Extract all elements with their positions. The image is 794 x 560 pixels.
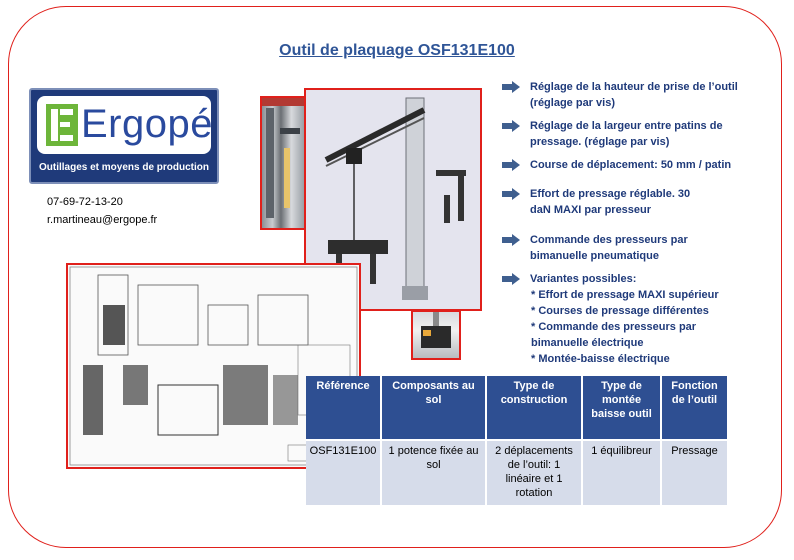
product-table	[306, 376, 729, 507]
logo-tagline: Outillages et moyens de production	[38, 162, 210, 173]
feature-text: Réglage de la largeur entre patins de pressage. (réglage par vis)	[530, 120, 723, 148]
detail-photo	[411, 310, 461, 360]
table-cell: 1 équilibreur	[583, 441, 662, 507]
variant-item: * Montée-baisse électrique	[531, 353, 670, 365]
feature-text: Réglage de la hauteur de prise de l’outil (réglage par vis)	[530, 81, 738, 109]
feature-item	[502, 186, 772, 218]
feature-text: Variantes possibles:	[530, 273, 637, 285]
table-header-cell: Référence	[306, 376, 382, 441]
workshop-photo	[260, 96, 306, 230]
right-arrow-icon	[502, 188, 520, 200]
feature-item	[502, 79, 772, 111]
feature-text: Effort de pressage réglable. 30 daN MAXI par presseur	[530, 188, 691, 216]
table-cell: Pressage	[662, 441, 729, 507]
variant-item: * Effort de pressage MAXI supérieur	[531, 289, 719, 301]
right-arrow-icon	[502, 273, 520, 285]
table-header-cell: Composants au sol	[382, 376, 487, 441]
page-title: Outil de plaquage OSF131E100	[279, 42, 515, 59]
table-cell: 1 potence fixée au sol	[382, 441, 487, 507]
feature-item	[502, 118, 772, 150]
contact-email: r.martineau@ergope.fr	[47, 214, 158, 226]
ergope-logo	[29, 88, 219, 184]
detail-photo-illustration	[413, 312, 459, 358]
variant-item: * Commande des presseurs par	[531, 321, 697, 333]
feature-item	[502, 271, 772, 287]
logo-door-icon	[43, 101, 83, 149]
right-arrow-icon	[502, 81, 520, 93]
workshop-photo-detail	[262, 98, 304, 228]
logo-brand: Ergopé	[81, 102, 213, 146]
right-arrow-icon	[502, 120, 520, 132]
table-cell: 2 déplacements de l’outil: 1 linéaire et 1 rotation	[487, 441, 583, 507]
logo-panel	[37, 96, 211, 154]
variant-item: bimanuelle électrique	[531, 337, 644, 349]
table-header-cell: Type de construction	[487, 376, 583, 441]
variant-item: * Courses de pressage différentes	[531, 305, 709, 317]
contact-phone: 07-69-72-13-20	[47, 196, 123, 208]
right-arrow-icon	[502, 234, 520, 246]
table-header-cell: Type de montée baisse outil	[583, 376, 662, 441]
table-cell: OSF131E100	[306, 441, 382, 507]
feature-text: Course de déplacement: 50 mm / patin	[530, 159, 732, 171]
feature-item	[502, 232, 772, 264]
feature-text: Commande des presseurs par bimanuelle pneumatique	[530, 234, 688, 262]
right-arrow-icon	[502, 159, 520, 171]
table-header-cell: Fonction de l’outil	[662, 376, 729, 441]
feature-item	[502, 157, 772, 173]
